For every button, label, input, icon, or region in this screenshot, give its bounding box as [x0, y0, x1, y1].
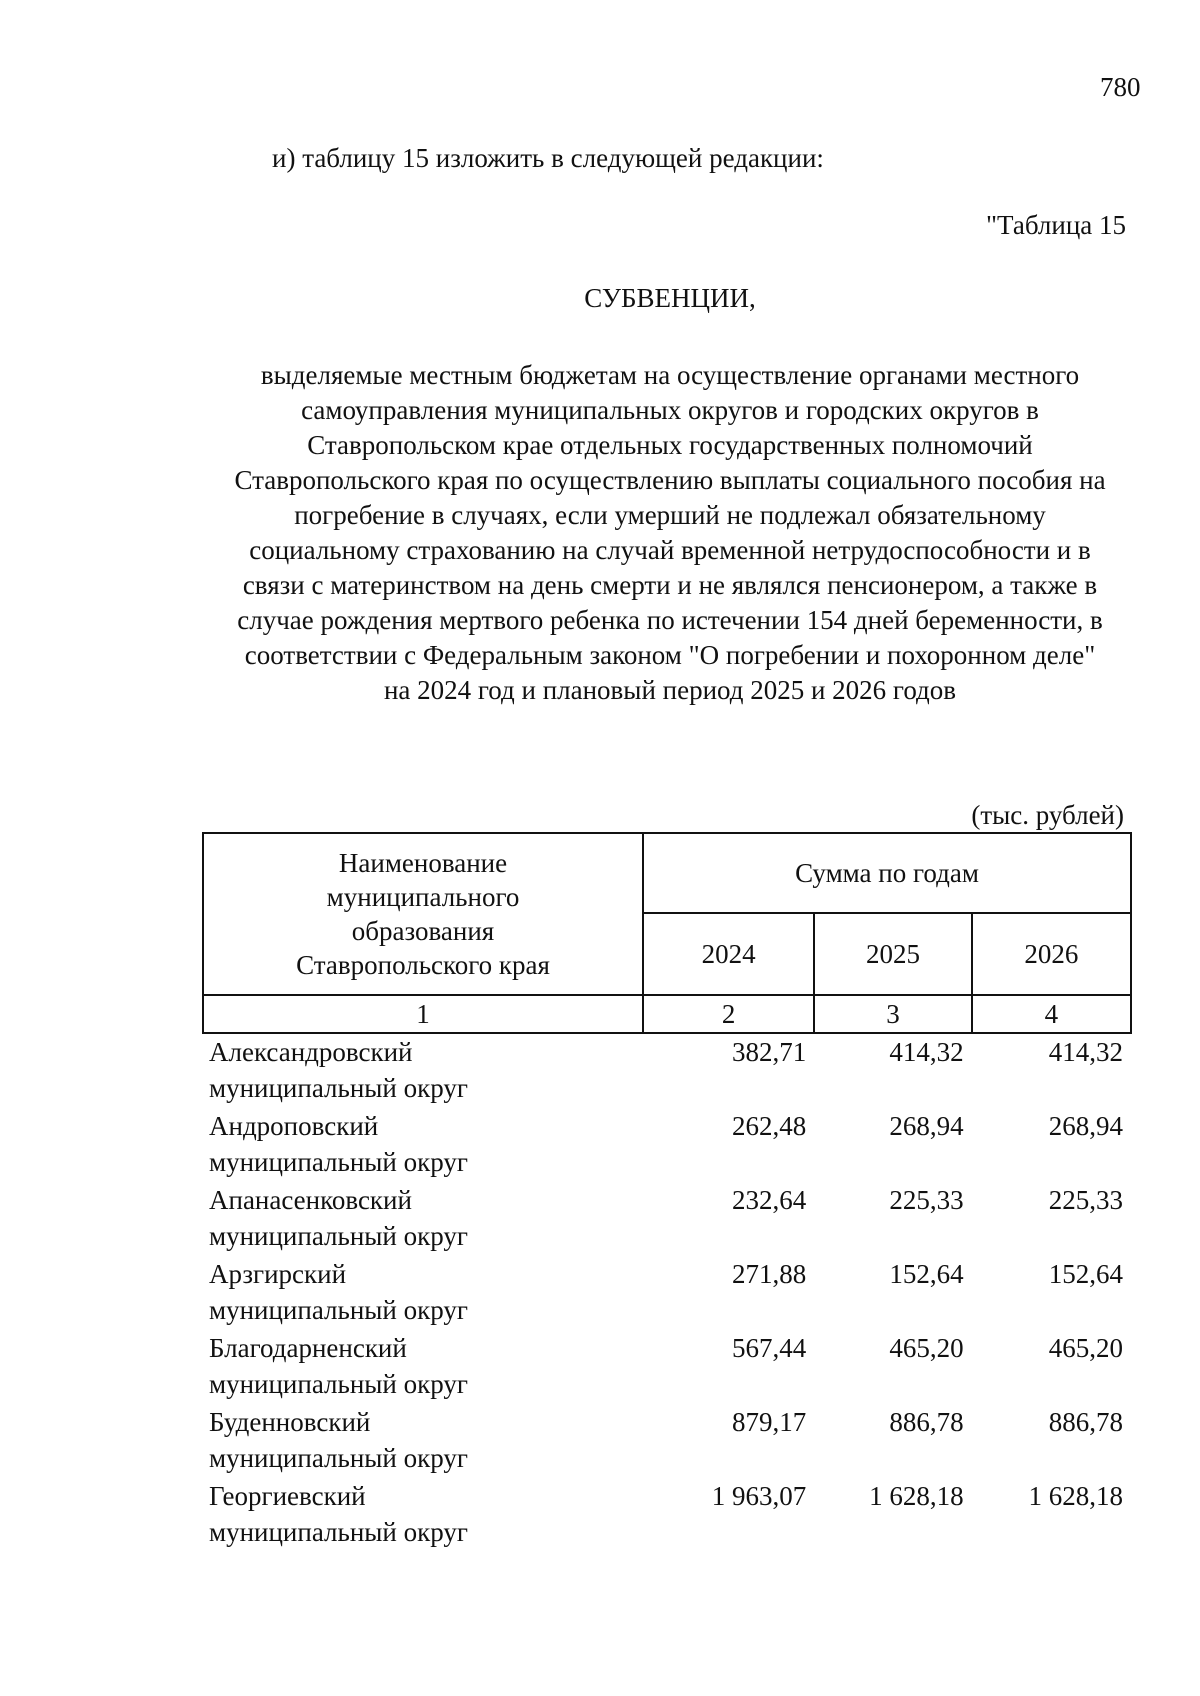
value-2026: 414,32	[1048, 1037, 1123, 1067]
subtitle-line: самоуправления муниципальных округов и городских округов в	[301, 395, 1039, 425]
table-row	[203, 1108, 1131, 1182]
name-line: муниципальный округ	[209, 1221, 468, 1251]
header-year-2025: 2025	[814, 913, 971, 995]
subtitle-line: погребение в случаях, если умерший не подлежал обязательному	[294, 500, 1046, 530]
name-line: Арзгирский	[209, 1259, 347, 1289]
header-name-line: образования	[351, 916, 495, 946]
column-number: 1	[203, 995, 643, 1033]
value-2026: 1 628,18	[1028, 1481, 1123, 1511]
value-2025: 414,32	[889, 1037, 964, 1067]
value-2024: 271,88	[732, 1259, 807, 1289]
header-municipality-name	[203, 833, 643, 995]
table-row	[203, 1033, 1131, 1108]
value-2025: 886,78	[889, 1407, 964, 1437]
header-name-line: Ставропольского края	[296, 950, 550, 980]
value-2025: 268,94	[889, 1111, 964, 1141]
subtitle-line: соответствии с Федеральным законом "О погребении и похоронном деле"	[244, 640, 1096, 670]
municipality-name	[203, 1256, 643, 1330]
subtitle-line: Ставропольского края по осуществлению выплаты социального пособия на	[234, 465, 1106, 495]
subtitle-line: на 2024 год и плановый период 2025 и 2026 годов	[383, 675, 957, 705]
header-year-2026: 2026	[972, 913, 1131, 995]
column-number: 2	[643, 995, 814, 1033]
table-row	[203, 1182, 1131, 1256]
subsidies-table	[202, 832, 1132, 1552]
page-number: 780	[1100, 72, 1141, 102]
municipality-name	[203, 1478, 643, 1552]
document-subtitle	[200, 358, 1140, 708]
municipality-name	[203, 1330, 643, 1404]
value-2024: 382,71	[732, 1037, 807, 1067]
name-line: Благодарненский	[209, 1333, 407, 1363]
value-2025: 1 628,18	[869, 1481, 964, 1511]
value-2024: 879,17	[732, 1407, 807, 1437]
name-line: Андроповский	[209, 1111, 379, 1141]
value-2026: 225,33	[1048, 1185, 1123, 1215]
table-row	[203, 1478, 1131, 1552]
municipality-name	[203, 1182, 643, 1256]
units-label: (тыс. рублей)	[971, 800, 1124, 830]
value-2024: 567,44	[732, 1333, 807, 1363]
value-2026: 886,78	[1048, 1407, 1123, 1437]
name-line: муниципальный округ	[209, 1295, 468, 1325]
value-2024: 262,48	[732, 1111, 807, 1141]
subtitle-line: Ставропольском крае отдельных государственных полномочий	[307, 430, 1033, 460]
table-row	[203, 1256, 1131, 1330]
name-line: муниципальный округ	[209, 1443, 468, 1473]
subtitle-line: связи с материнством на день смерти и не являлся пенсионером, а также в	[242, 570, 1098, 600]
header-name-line: муниципального	[326, 882, 520, 912]
value-2026: 152,64	[1048, 1259, 1123, 1289]
municipality-name	[203, 1404, 643, 1478]
value-2024: 1 963,07	[711, 1481, 807, 1511]
table-label: "Таблица 15	[986, 210, 1126, 240]
table-row	[203, 1404, 1131, 1478]
subtitle-line: случае рождения мертвого ребенка по истечении 154 дней беременности, в	[237, 605, 1103, 635]
header-name-line: Наименование	[338, 848, 508, 878]
value-2026: 268,94	[1048, 1111, 1123, 1141]
value-2025: 465,20	[889, 1333, 964, 1363]
municipality-name	[203, 1108, 643, 1182]
name-line: Георгиевский	[209, 1481, 366, 1511]
document-title: СУБВЕНЦИИ,	[584, 283, 756, 313]
subtitle-line: социальному страхованию на случай временной нетрудоспособности и в	[249, 535, 1091, 565]
column-number: 4	[972, 995, 1131, 1033]
value-2026: 465,20	[1048, 1333, 1123, 1363]
name-line: муниципальный округ	[209, 1517, 468, 1547]
intro-text: и) таблицу 15 изложить в следующей редакции:	[272, 143, 824, 173]
value-2024: 232,64	[732, 1185, 807, 1215]
value-2025: 225,33	[889, 1185, 964, 1215]
municipality-name	[203, 1033, 643, 1108]
column-number: 3	[814, 995, 971, 1033]
value-2025: 152,64	[889, 1259, 964, 1289]
table-row	[203, 1330, 1131, 1404]
name-line: Апанасенковский	[209, 1185, 412, 1215]
name-line: Александровский	[209, 1037, 413, 1067]
name-line: муниципальный округ	[209, 1073, 468, 1103]
name-line: муниципальный округ	[209, 1369, 468, 1399]
name-line: муниципальный округ	[209, 1147, 468, 1177]
header-sum-by-years: Сумма по годам	[643, 833, 1131, 913]
header-year-2024: 2024	[643, 913, 814, 995]
name-line: Буденновский	[209, 1407, 371, 1437]
subtitle-line: выделяемые местным бюджетам на осуществление органами местного	[260, 360, 1080, 390]
